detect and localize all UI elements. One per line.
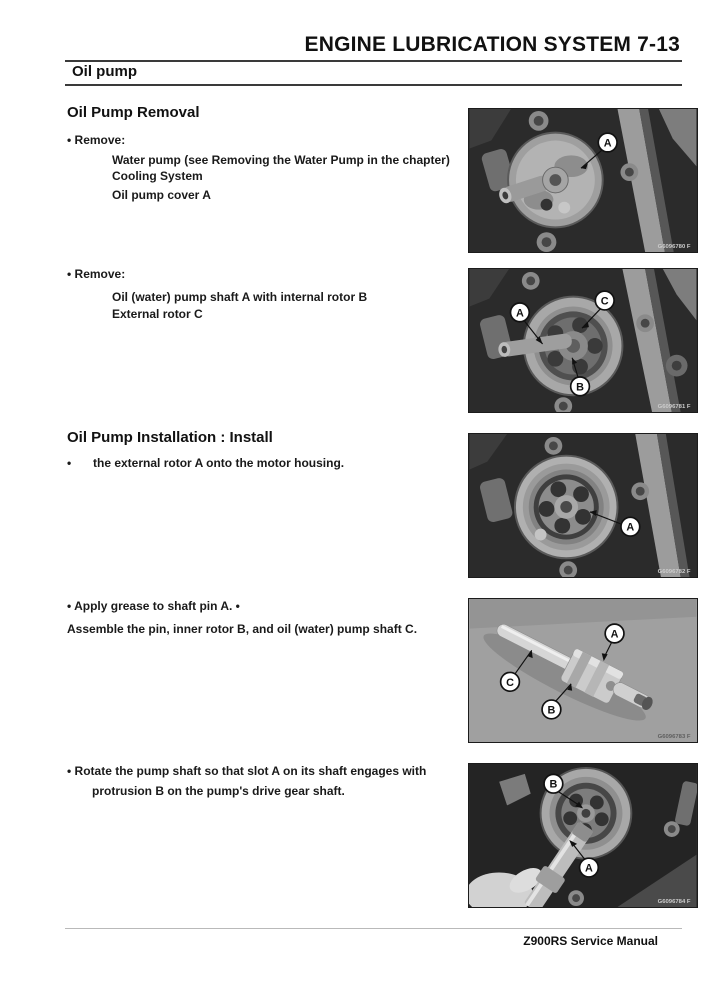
page-title: ENGINE LUBRICATION SYSTEM 7-13: [304, 33, 680, 56]
section-remove-shaft: [67, 266, 465, 323]
svg-text:A: A: [585, 862, 593, 875]
engine-photo: [469, 434, 697, 577]
photo-code: G6096783 F: [657, 734, 691, 741]
installation-step2-line2: Assemble the pin, inner rotor B, and oil (water) pump shaft C.: [67, 622, 418, 636]
photo-code: G6096780 F: [657, 244, 691, 251]
section-oil-pump-removal: [67, 104, 465, 203]
photo-code: G6096784 F: [657, 899, 691, 906]
svg-text:A: A: [603, 137, 612, 150]
removal-step2-line1: Oil (water) pump shaft A with internal rotor B: [112, 290, 368, 304]
photo-code: G6096781 F: [657, 404, 691, 411]
section-tab: Oil pump: [72, 63, 137, 80]
removal-step1-line1: Water pump (see Removing the Water Pump in the chapter): [112, 153, 450, 167]
engine-photo: [469, 269, 697, 412]
footer-rule: [65, 928, 682, 929]
section-oil-pump-installation: [67, 429, 465, 471]
engine-photo: [469, 764, 697, 907]
parts-photo: [469, 599, 697, 742]
section-apply-grease: [67, 598, 465, 637]
tab-rule: [65, 84, 682, 86]
svg-text:C: C: [600, 295, 609, 308]
installation-step2-line1: • Apply grease to shaft pin A. •: [67, 599, 240, 613]
footer-manual-name: Z900RS Service Manual: [523, 934, 658, 948]
svg-text:A: A: [515, 307, 524, 320]
header-rule: [65, 60, 682, 62]
installation-step3-line1: • Rotate the pump shaft so that slot A on its shaft engages with: [67, 764, 427, 778]
removal-step2-line2: External rotor C: [112, 307, 203, 321]
figure-oil-pump-cover: [468, 108, 698, 253]
photo-code: G6096782 F: [657, 569, 691, 576]
engine-photo: [469, 109, 697, 252]
installation-heading: Oil Pump Installation : Install: [67, 429, 273, 446]
bullet-mark: •: [67, 456, 72, 470]
removal-step2-bullet: • Remove:: [67, 267, 126, 281]
installation-step3-line2: protrusion B on the pump's drive gear shaft.: [92, 784, 345, 798]
figure-external-rotor: [468, 433, 698, 578]
svg-text:A: A: [610, 628, 619, 641]
figure-shaft-insertion: [468, 763, 698, 908]
installation-step1-text: the external rotor A onto the motor housing.: [93, 456, 345, 470]
removal-step1-line2: Cooling System: [112, 169, 203, 183]
svg-text:B: B: [576, 381, 584, 394]
removal-step1-bullet: • Remove:: [67, 133, 126, 147]
svg-text:B: B: [549, 778, 558, 791]
svg-text:A: A: [626, 521, 635, 534]
figure-shaft-assembly: [468, 598, 698, 743]
figure-pump-shaft-rotors: [468, 268, 698, 413]
removal-step1-line3: Oil pump cover A: [112, 188, 211, 202]
svg-text:C: C: [506, 676, 514, 689]
svg-text:B: B: [547, 704, 556, 717]
removal-heading: Oil Pump Removal: [67, 104, 200, 121]
section-rotate-shaft: [67, 763, 465, 799]
